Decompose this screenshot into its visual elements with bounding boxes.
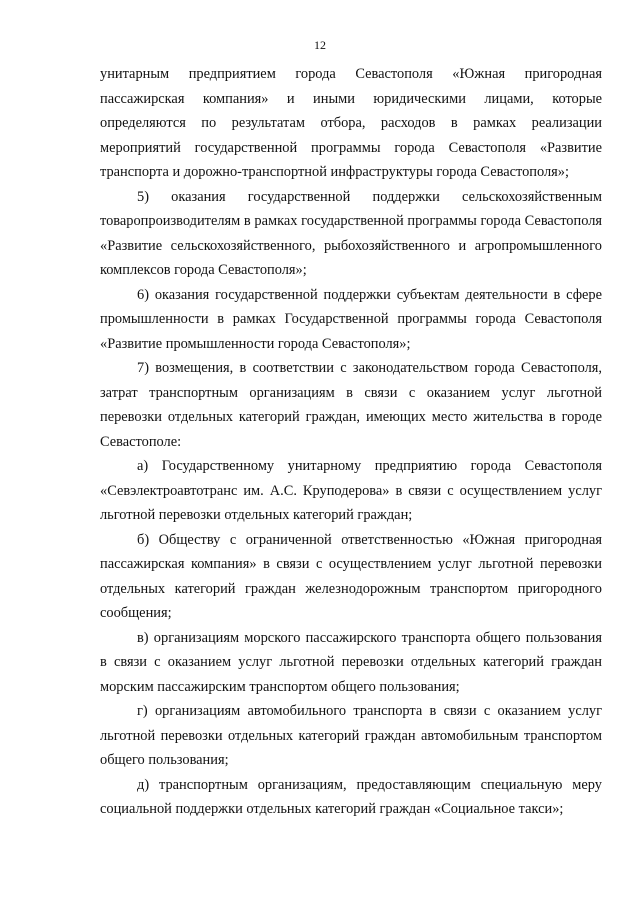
paragraph-subitem-b: б) Обществу с ограниченной ответственностью «Южная пригородная пассажирская компания» в связи с осуществлением услуг льготной перевозки отдельных категорий граждан железнодорожным транспортом пригородного сообщения; [100, 531, 602, 621]
paragraph-item-6: 6) оказания государственной поддержки субъектам деятельности в сфере промышленности в рамках Государственной программы города Севастополя «Развитие промышленности города Севастополя»; [100, 286, 602, 352]
page-number: 12 [314, 38, 326, 52]
paragraph-item-5: 5) оказания государственной поддержки сельскохозяйственным товаропроизводителям в рамках государственной программы города Севастополя «Развитие сельскохозяйственного, рыбохозяйственного и агропромышленного комплексов города Севастополя»; [100, 188, 602, 278]
paragraph-subitem-v: в) организациям морского пассажирского транспорта общего пользования в связи с оказанием услуг льготной перевозки отдельных категорий граждан морским пассажирским транспортом общего пользования; [100, 629, 602, 695]
paragraph-subitem-a: а) Государственному унитарному предприятию города Севастополя «Севэлектроавтотранс им. А.С. Круподерова» в связи с осуществлением услуг льготной перевозки отдельных категорий граждан; [100, 458, 602, 523]
document-body [100, 62, 602, 822]
paragraph-item-7: 7) возмещения, в соответствии с законодательством города Севастополя, затрат транспортным организациям в связи с оказанием услуг льготной перевозки отдельных категорий граждан, имеющих место жительства в городе Севастополе: [100, 360, 602, 450]
paragraph-continuation: унитарным предприятием города Севастополя «Южная пригородная пассажирская компания» и иными юридическими лицами, которые определяются по результатам отбора, расходов в рамках реализации мероприятий государственной программы города Севастополя «Развитие транспорта и дорожно-транспортной инфраструктуры города Севастополя»; [100, 66, 602, 180]
paragraph-subitem-d: д) транспортным организациям, предоставляющим специальную меру социальной поддержки отдельных категорий граждан «Социальное такси»; [100, 776, 602, 817]
paragraph-subitem-g: г) организациям автомобильного транспорта в связи с оказанием услуг льготной перевозки отдельных категорий граждан автомобильным транспортом общего пользования; [100, 703, 602, 768]
